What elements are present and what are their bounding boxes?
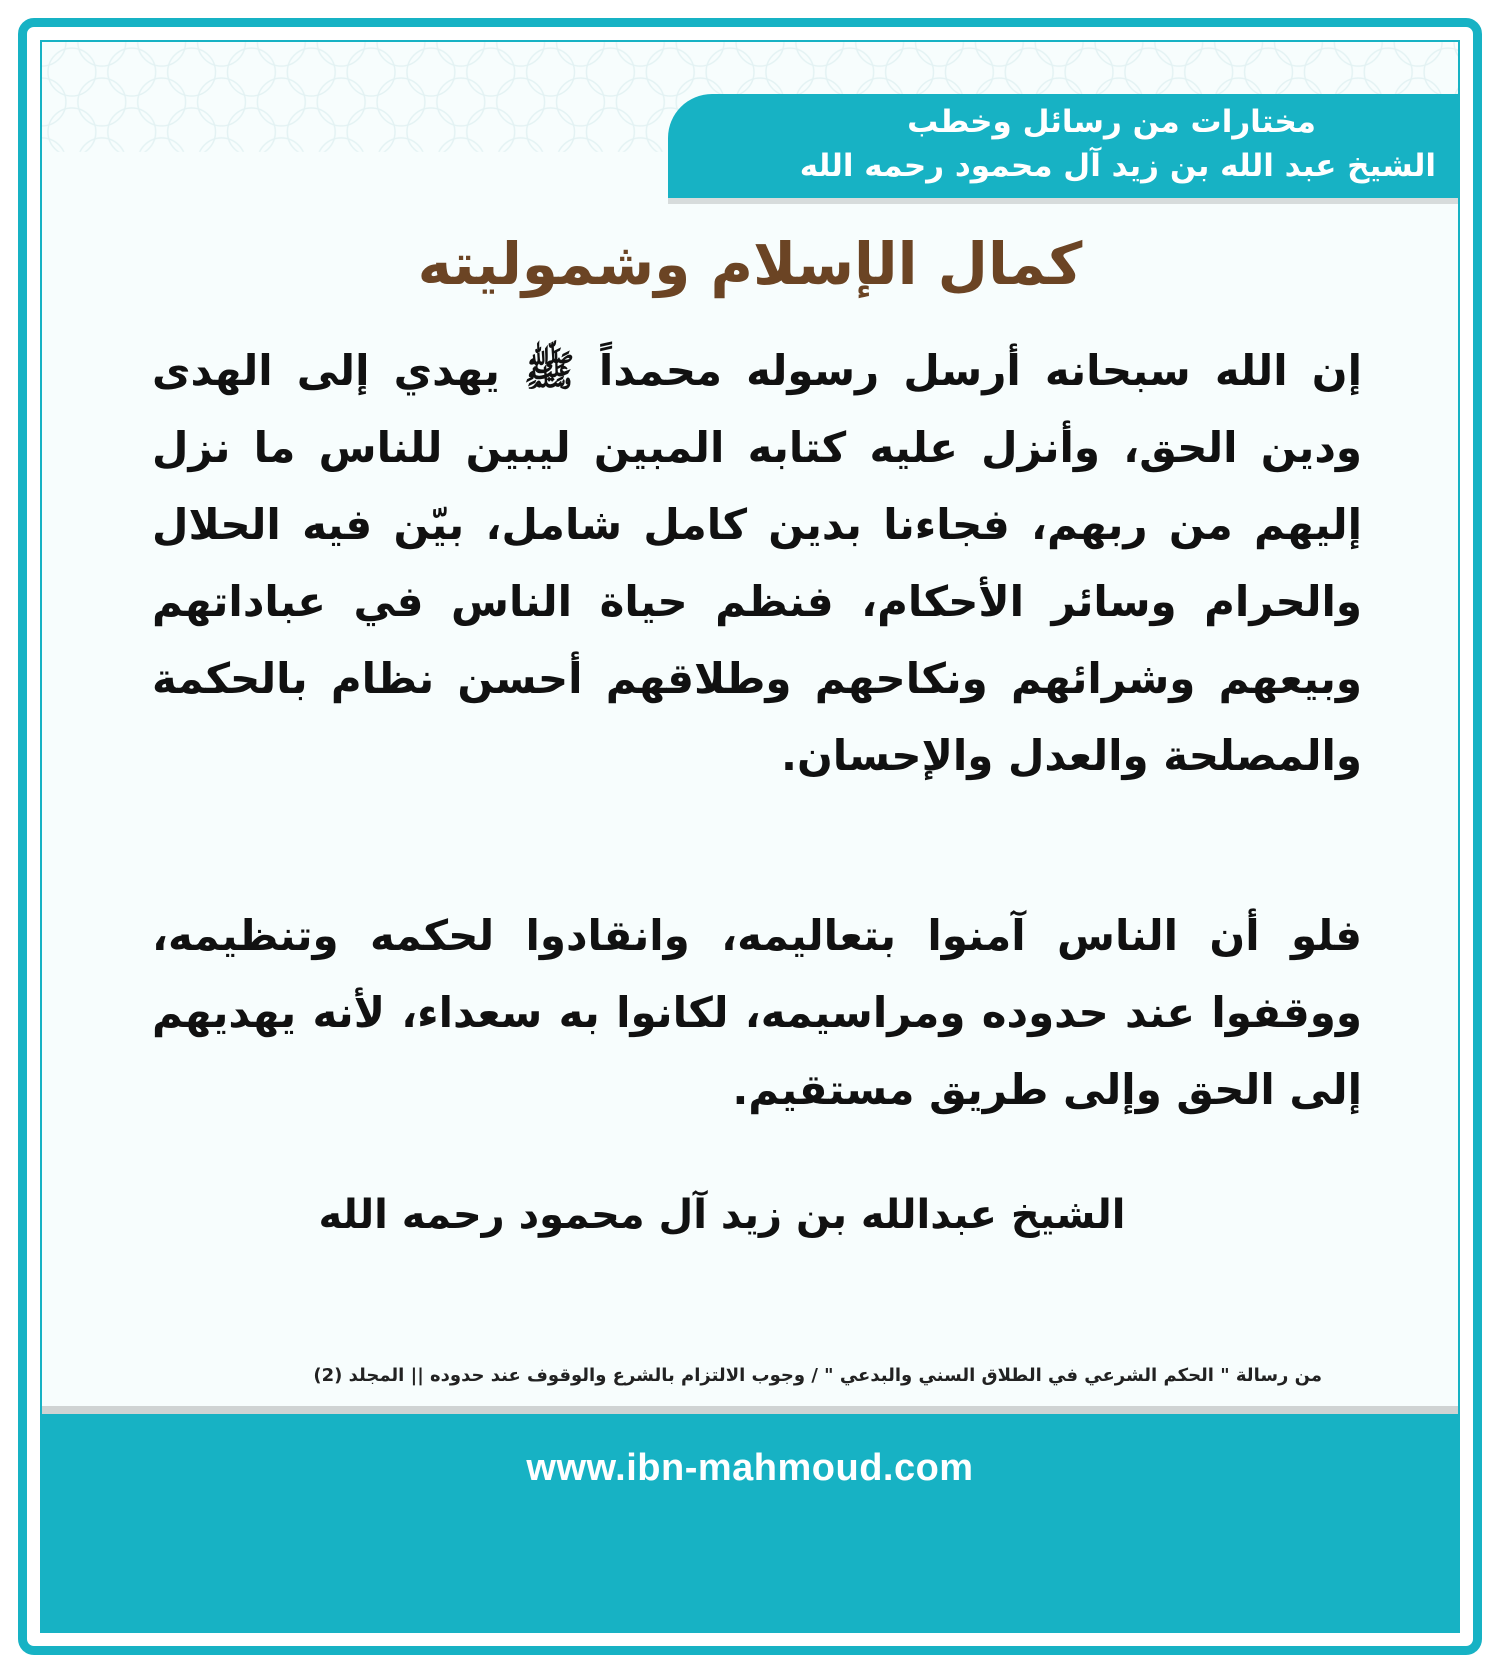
page-title: كمال الإسلام وشموليته: [417, 230, 1083, 298]
footer-divider: [42, 1406, 1458, 1414]
header-ribbon: [668, 94, 1458, 198]
card: [40, 40, 1460, 1633]
paragraph-1: إن الله سبحانه أرسل رسوله محمداً ﷺ يهدي إلى الهدى ودين الحق، وأنزل عليه كتابه المبين ليبين للناس ما نزل إليهم من ربهم، فجاءنا بدين كامل شامل، بيّن فيه الحلال والحرام وسائر الأحكام، فنظم حياة الناس في عباداتهم وبيعهم وشرائهم ونكاحهم وطلاقهم أحسن نظام بالحكمة والمصلحة والعدل والإحسان.: [152, 346, 1362, 780]
source-citation: من رسالة " الحكم الشرعي في الطلاق السني والبدعي " / وجوب الالتزام بالشرع والوقوف عند حدوده || المجلد (2): [313, 1365, 1322, 1386]
author-heading: الشيخ عبد الله بن زيد آل محمود رحمه الله: [799, 148, 1436, 184]
website-link[interactable]: www.ibn-mahmoud.com: [526, 1447, 974, 1489]
paragraph-2: فلو أن الناس آمنوا بتعاليمه، وانقادوا لحكمه وتنظيمه، ووقفوا عند حدوده ومراسيمه، لكانوا به سعداء، لأنه يهديهم إلى الحق وإلى طريق مستقيم.: [152, 911, 1362, 1114]
signature: الشيخ عبدالله بن زيد آل محمود رحمه الله: [318, 1192, 1126, 1238]
series-title: مختارات من رسائل وخطب: [907, 104, 1316, 140]
